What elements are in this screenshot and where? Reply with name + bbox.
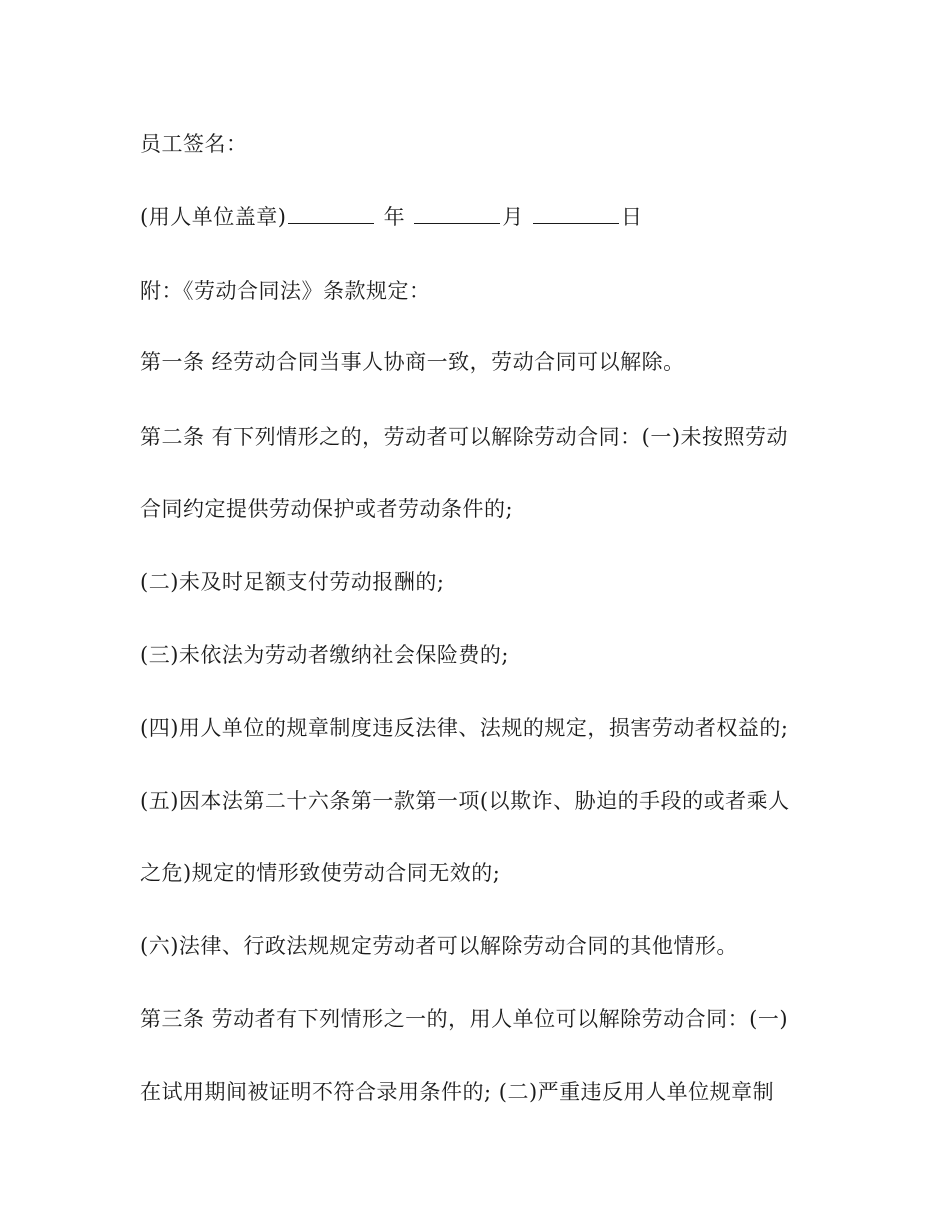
day-label: 日	[620, 205, 643, 229]
article-2-item-2: (二)未及时足额支付劳动报酬的;	[140, 570, 445, 594]
article-2-item-5-line-2: 之危)规定的情形致使劳动合同无效的;	[140, 861, 501, 885]
article-2-line-1: 第二条 有下列情形之的，劳动者可以解除劳动合同：(一)未按照劳动	[140, 425, 789, 449]
appendix-heading: 附：《劳动合同法》条款规定：	[140, 279, 431, 303]
year-label: 年	[383, 205, 406, 229]
employee-signature-label: 员工签名：	[140, 132, 248, 156]
seal-prefix: (用人单位盖章)	[140, 205, 287, 229]
seal-date-line	[140, 203, 820, 231]
article-2-line-2: 合同约定提供劳动保护或者劳动条件的;	[140, 497, 514, 521]
article-2-item-6: (六)法律、行政法规规定劳动者可以解除劳动合同的其他情形。	[140, 934, 738, 958]
article-2-item-5-line-1: (五)因本法第二十六条第一款第一项(以欺诈、胁迫的手段的或者乘人	[140, 789, 790, 813]
article-3-line-1: 第三条 劳动者有下列情形之一的，用人单位可以解除劳动合同：(一)	[140, 1007, 789, 1031]
article-2-item-3: (三)未依法为劳动者缴纳社会保险费的;	[140, 643, 509, 667]
article-2-item-4: (四)用人单位的规章制度违反法律、法规的规定，损害劳动者权益的;	[140, 716, 789, 740]
day-blank[interactable]	[533, 203, 619, 224]
article-3-line-2: 在试用期间被证明不符合录用条件的; (二)严重违反用人单位规章制	[140, 1080, 775, 1104]
month-blank[interactable]	[414, 203, 500, 224]
month-label: 月	[502, 205, 524, 229]
article-1: 第一条 经劳动合同当事人协商一致，劳动合同可以解除。	[140, 350, 685, 374]
year-blank[interactable]	[288, 203, 374, 224]
